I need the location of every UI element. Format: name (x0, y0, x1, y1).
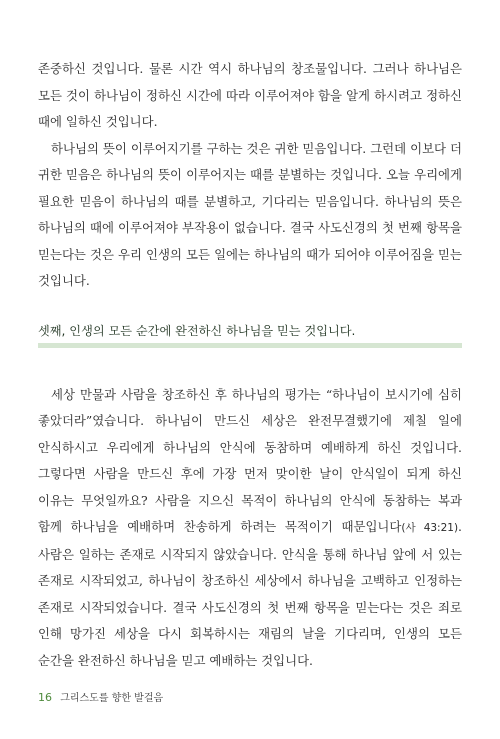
body-text: 세상 만물과 사람을 창조하신 후 하나님의 평가는 “하나님이 보시기에 심히 좋았더라”였습니다. 하나님이 만드신 세상은 완전무결했기에 제칠 일에 안식하시고 우리에게 하나님의 안식에 동참하며 예배하게 하신 것입니다. 그렇다면 사람을 만드신 후에 가장 먼저 맞이한 날이 안식일이 되게 하신 이유는 무엇일까요? 사람을 지으신 목적이 하나님의 안식에 동참하는 복과 함께 하나님을 예배하며 찬송하게 하려는 목적이기 때문입니다 (38, 386, 462, 534)
book-title: 그리스도를 향한 발걸음 (60, 693, 164, 704)
section-heading: 셋째, 인생의 모든 순간에 완전하신 하나님을 믿는 것입니다. (38, 322, 462, 348)
page-footer (38, 689, 163, 704)
page-number: 16 (38, 691, 52, 704)
scripture-reference: (사 43:21) (401, 522, 459, 534)
body-paragraph: 하나님의 뜻이 이루어지기를 구하는 것은 귀한 믿음입니다. 그런데 이보다 더 귀한 믿음은 하나님의 뜻이 이루어지는 때를 분별하는 것입니다. 오늘 우리에게 필요한 믿음이 하나님의 때를 분별하고, 기다리는 믿음입니다. 하나님의 뜻은 하나님의 때에 이루어져야 부작용이 없습니다. 결국 사도신경의 첫 번째 항목을 믿는다는 것은 우리 인생의 모든 일에는 하나님의 때가 되어야 이루어짐을 믿는 것입니다. (38, 140, 462, 288)
section-heading-block (38, 322, 462, 348)
body-paragraph: 존중하신 것입니다. 물론 시간 역시 하나님의 창조물입니다. 그러나 하나님은 모든 것이 하나님이 정하신 시간에 따라 이루어져야 함을 알게 하시려고 정하신 때에 일하신 것입니다. (38, 61, 462, 129)
body-paragraph (38, 382, 462, 675)
page-body (38, 56, 462, 674)
body-text: . 사람은 일하는 존재로 시작되지 않았습니다. 안식을 통해 하나님 앞에 서 있는 존재로 시작되었고, 하나님이 창조하신 세상에서 하나님을 고백하고 인정하는 존재로 시작되었습니다. 결국 사도신경의 첫 번째 항목을 믿는다는 것은 죄로 인해 망가진 세상을 다시 회복하시는 재림의 날을 기다리며, 인생의 모든 순간을 완전하신 하나님을 믿고 예배하는 것입니다. (38, 519, 462, 668)
